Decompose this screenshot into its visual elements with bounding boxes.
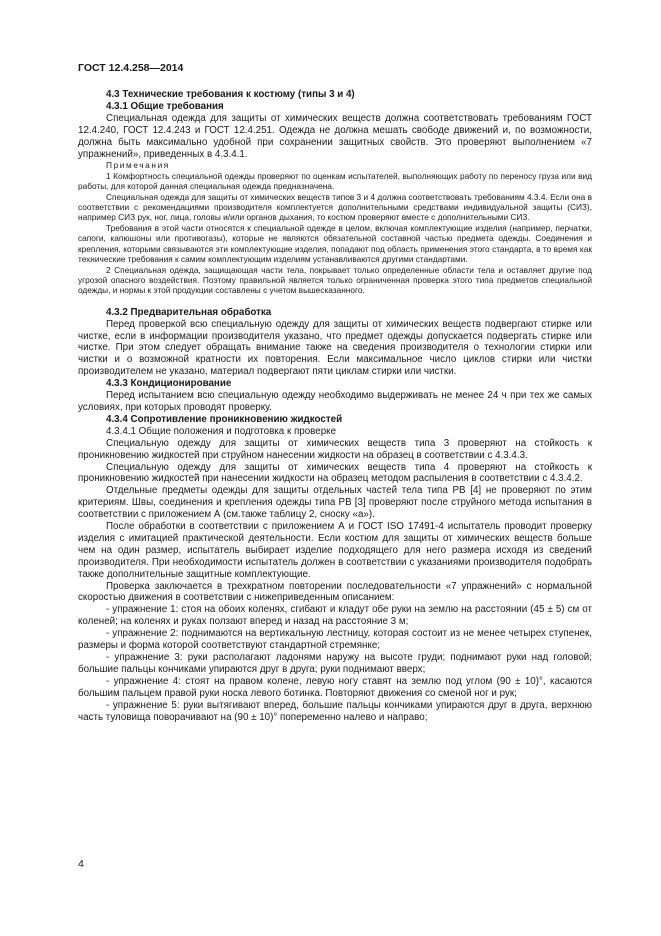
subsection-title: 4.3.2 Предварительная обработка [106, 306, 272, 318]
note-paragraph: 2 Специальная одежда, защищающая части тела, покрывает только определенные области тела и оставляет другие под угрозой опасного воздействия. Поэтому правильной является только ограниченная проверка этого типа предметов специальной одежды, и нормы к этой продукции составлены с учетом вышесказанного. [78, 264, 592, 296]
paragraph: Проверка заключается в трехкратном повторении последовательности «7 упражнений» с нормальной скоростью движения в соответствии с нижеприведенным описанием: [78, 580, 592, 604]
exercise-item: - упражнение 4: стоят на правом колене, левую ногу ставят на землю под углом (90 ± 10)°, касаются большим пальцем правой руки носка левого ботинка. Повторяют движения со сменой ног и рук; [78, 675, 592, 699]
subsection-title: 4.3.4 Сопротивление проникновению жидкостей [106, 413, 343, 425]
note-paragraph: Требования в этой части относятся к специальной одежде в целом, включая комплектующие изделия (например, перчатки, сапоги, капюшоны или противогазы), которые не являются обязательной составной частью предмета одежды. Соединения и крепления, которыми связываются эти комплектующие изделия, попадают под область применения этого стандарта, в то время как технические требования к самим комплектующим изделиям устанавливаются другими стандартами. [78, 222, 592, 265]
note-paragraph: Специальная одежда для защиты от химических веществ типов 3 и 4 должна соответствовать требованиям 4.3.4. Если она в соответствии с рекомендациями производителя комплектуется дополнительными средствами индивидуальной защиты (СИЗ), например СИЗ рук, ног, лица, головы и/или органов дыхания, то костюм проверяют вместе с дополнительными СИЗ. [78, 191, 592, 223]
exercise-item: - упражнение 1: стоя на обоих коленях, сгибают и кладут обе руки на землю на расстоянии (45 ± 5) см от коленей; на коленях и руках ползают вперед и назад на расстояние 3 м; [78, 604, 592, 628]
exercise-item: - упражнение 3: руки располагают ладонями наружу на высоте груди; поднимают руки над головой; большие пальцы кончиками упираются друг в друга; руки поднимают вверх; [78, 652, 592, 675]
page-content [78, 89, 592, 723]
paragraph: Специальную одежду для защиты от химических веществ типа 4 проверяют на стойкость к проникновению жидкостей при нанесении жидкости на образец методом распыления в соответствии с 4.3.4.2. [78, 461, 592, 485]
paragraph: Перед испытанием всю специальную одежду необходимо выдерживать не менее 24 ч при тех же самых условиях, при которых проводят проверку. [78, 390, 592, 413]
page-number: 4 [78, 858, 84, 870]
subsection-title: 4.3.1 Общие требования [106, 100, 224, 112]
notes-label: Примечания [106, 160, 170, 171]
paragraph: Специальная одежда для защиты от химических веществ должна соответствовать требованиям ГОСТ 12.4.240, ГОСТ 12.4.243 и ГОСТ 12.4.251. Одежда не должна мешать свободе движений и, по возможности, должна быть максимально удобной при сохранении защитных свойств. Это проверяют выполнением «7 упражнений», приведенных в 4.3.4.1. [78, 112, 592, 160]
exercise-item: - упражнение 2: поднимаются на вертикальную лестницу, которая состоит из не менее четырех ступенек, размеры и форма которой соответствуют стандартной стремянке; [78, 628, 592, 652]
paragraph: Специальную одежду для защиты от химических веществ типа 3 проверяют на стойкость к проникновению жидкостей при струйном нанесении жидкости на образец в соответствии с 4.3.4.3. [78, 437, 592, 461]
paragraph: Отдельные предметы одежды для защиты отдельных частей тела типа PB [4] не проверяют по этим критериям. Швы, соединения и крепления одежды типа PB [3] проверяют после струйного метода испытания в соответствии с приложением А (см.также таблицу 2, сноску «а»). [78, 485, 592, 521]
subsection-title: 4.3.3 Кондиционирование [106, 378, 232, 390]
section-title: 4.3 Технические требования к костюму (типы 3 и 4) [106, 89, 355, 100]
note-paragraph: 1 Комфортность специальной одежды проверяют по оценкам испытателей, выполняющих работу по переносу груза или вид работы, для которой данная специальная одежда предназначена. [78, 170, 592, 192]
paragraph: Перед проверкой всю специальную одежду для защиты от химических веществ подвергают стирке или чистке, если в информации производителя указано, что предмет одежды допускается подвергать стирке или чистке. При этом следует обращать внимание также на сведения производителя о технологии стирки или чистки и о возможной кратности их повторения. Если максимальное число циклов стирки или чистки производителем не указано, материал подвергают пяти циклам стирки или чистки. [78, 318, 592, 378]
clause-title: 4.3.4.1 Общие положения и подготовка к проверке [106, 425, 337, 437]
exercise-item: - упражнение 5: руки вытягивают вперед, большие пальцы кончиками упираются друг в друга, верхнюю часть туловища поворачивают на (90 ± 10)° попеременно налево и направо; [78, 699, 592, 723]
paragraph: После обработки в соответствии с приложением А и ГОСТ ISO 17491-4 испытатель проводит проверку изделия с имитацией практической деятельности. Если костюм для защиты от химических веществ больше чем на один размер, испытатель выбирает изделие подходящего для него размера исходя из сведений производителя. При необходимости испытатель должен в соответствии с указаниями производителя подобрать также дополнительные защитные комплектующие. [78, 521, 592, 580]
document-header: ГОСТ 12.4.258—2014 [78, 62, 184, 74]
